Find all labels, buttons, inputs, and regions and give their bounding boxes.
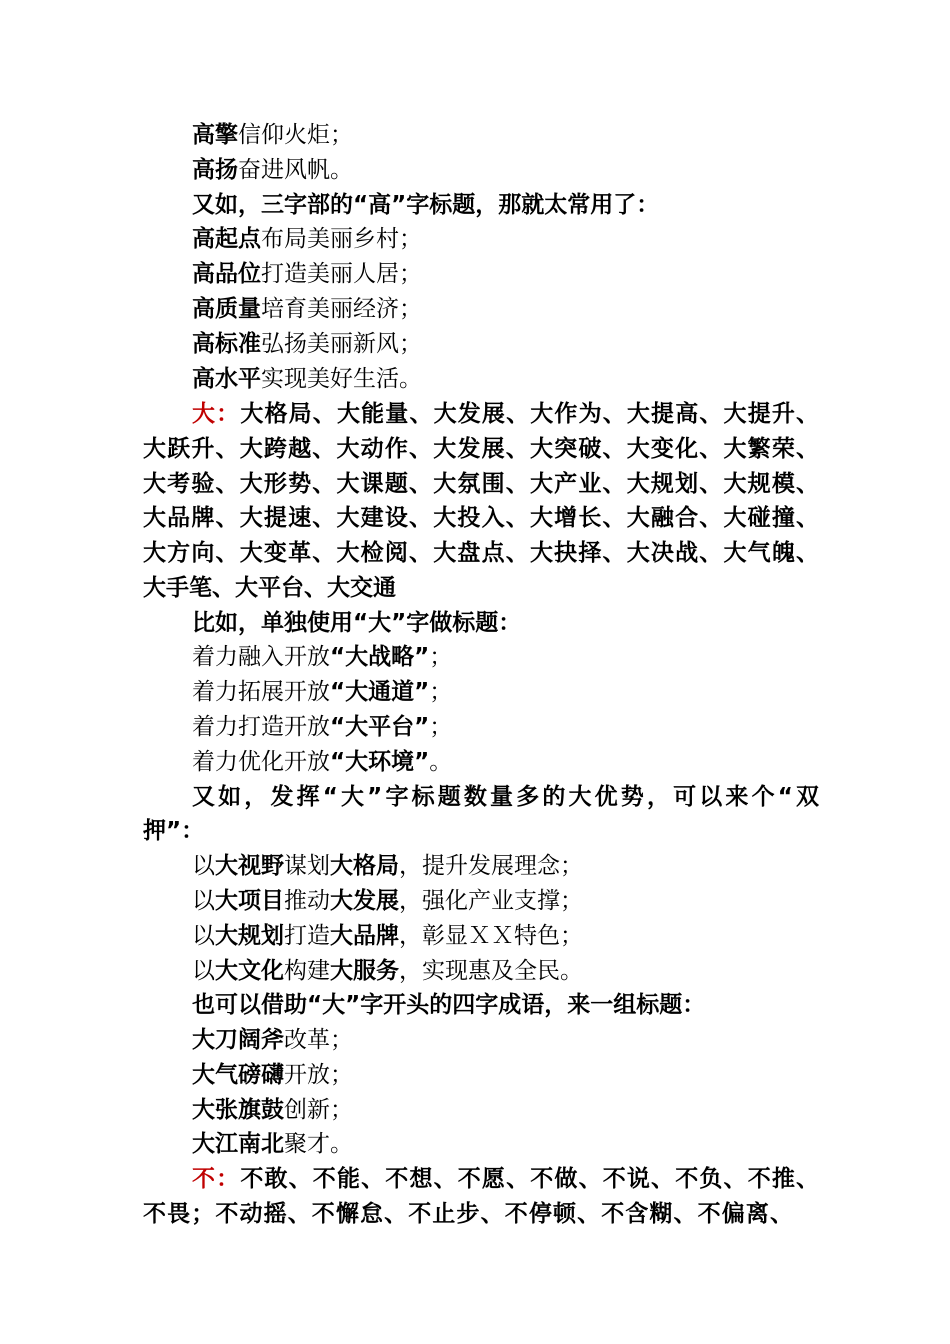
example-keyword: “大通道” <box>330 679 430 705</box>
example-text: ，提升发展理念； <box>399 853 583 879</box>
da-idiom-example <box>192 1127 353 1162</box>
idiom-keyword: 大刀阔斧 <box>192 1027 284 1053</box>
da-idiom-example <box>192 1058 353 1093</box>
da-word-list: 大方向、大变革、大检阅、大盘点、大抉择、大决战、大气魄、 <box>143 540 819 566</box>
da-double-example <box>192 849 583 884</box>
example-text: 以 <box>192 853 215 879</box>
gao-keyword: 高擎 <box>192 122 238 148</box>
gao-keyword: 高水平 <box>192 366 261 392</box>
gao-phrase: 奋进风帆。 <box>238 157 353 183</box>
gao-keyword: 高起点 <box>192 226 261 252</box>
example-keyword: 大格局 <box>330 853 399 879</box>
example-keyword: 大视野 <box>215 853 284 879</box>
example-text: 以 <box>192 958 215 984</box>
example-punct: 。 <box>429 749 453 775</box>
da-single-example <box>192 640 452 675</box>
da-word-list: 大格局、大能量、大发展、大作为、大提高、大提升、 <box>240 401 820 427</box>
idiom-keyword: 大江南北 <box>192 1131 284 1157</box>
idiom-phrase: 创新； <box>284 1097 353 1123</box>
gao-example-line <box>192 362 422 397</box>
da-section-first-line <box>192 397 819 432</box>
da-idiom-intro: 也可以借助“大”字开头的四字成语，来一组标题： <box>192 992 706 1018</box>
da-section-label: 大： <box>192 401 241 427</box>
da-word-list: 大手笔、大平台、大交通 <box>143 575 396 601</box>
idiom-phrase: 改革； <box>284 1027 353 1053</box>
gao-keyword: 高扬 <box>192 157 238 183</box>
example-keyword: 大发展 <box>330 888 399 914</box>
gao-phrase: 实现美好生活。 <box>261 366 422 392</box>
da-double-example <box>192 954 583 989</box>
gao-three-char-intro: 又如，三字部的“高”字标题，那就太常用了： <box>192 192 660 218</box>
example-punct: ； <box>429 679 453 705</box>
gao-keyword: 高质量 <box>192 296 261 322</box>
gao-phrase: 布局美丽乡村； <box>261 226 422 252</box>
example-keyword: 大规划 <box>215 923 284 949</box>
example-punct: ； <box>429 714 453 740</box>
example-keyword: “大战略” <box>330 644 430 670</box>
example-text: 构建 <box>284 958 330 984</box>
gao-phrase: 弘扬美丽新风； <box>261 331 422 357</box>
example-keyword: “大环境” <box>330 749 430 775</box>
da-double-intro: 又如，发挥“大”字标题数量多的大优势，可以来个“双 <box>192 784 819 810</box>
bu-word-list: 不敢、不能、不想、不愿、不做、不说、不负、不推、 <box>240 1166 820 1192</box>
example-text: 谋划 <box>284 853 330 879</box>
example-text: ，强化产业支撑； <box>399 888 583 914</box>
gao-phrase: 打造美丽人居； <box>261 261 422 287</box>
gao-phrase: 信仰火炬； <box>238 122 353 148</box>
da-single-example <box>192 710 452 745</box>
example-prefix: 着力融入开放 <box>192 644 330 670</box>
bu-section-first-line <box>192 1162 819 1197</box>
gao-example-line <box>192 118 353 153</box>
example-keyword: 大品牌 <box>330 923 399 949</box>
da-single-example <box>192 675 452 710</box>
da-word-list: 大考验、大形势、大课题、大氛围、大产业、大规划、大规模、 <box>143 471 819 497</box>
example-keyword: 大服务 <box>330 958 399 984</box>
gao-keyword: 高品位 <box>192 261 261 287</box>
gao-example-line <box>192 222 422 257</box>
da-double-intro-cont: 押”： <box>143 818 205 844</box>
da-word-list: 大品牌、大提速、大建设、大投入、大增长、大融合、大碰撞、 <box>143 505 819 531</box>
example-prefix: 着力拓展开放 <box>192 679 330 705</box>
idiom-phrase: 聚才。 <box>284 1131 353 1157</box>
example-keyword: 大文化 <box>215 958 284 984</box>
da-word-list: 大跃升、大跨越、大动作、大发展、大突破、大变化、大繁荣、 <box>143 436 819 462</box>
bu-section-label: 不： <box>192 1166 241 1192</box>
gao-phrase: 培育美丽经济； <box>261 296 422 322</box>
example-prefix: 着力打造开放 <box>192 714 330 740</box>
idiom-keyword: 大气磅礴 <box>192 1062 284 1088</box>
example-text: 以 <box>192 923 215 949</box>
bu-word-list: 不畏；不动摇、不懈怠、不止步、不停顿、不含糊、不偏离、 <box>143 1201 793 1227</box>
example-text: 打造 <box>284 923 330 949</box>
example-text: 以 <box>192 888 215 914</box>
da-double-example <box>192 884 583 919</box>
example-keyword: 大项目 <box>215 888 284 914</box>
gao-example-line <box>192 327 422 362</box>
da-double-example <box>192 919 583 954</box>
example-text: ，实现惠及全民。 <box>399 958 583 984</box>
example-text: 推动 <box>284 888 330 914</box>
da-idiom-example <box>192 1023 353 1058</box>
gao-example-line <box>192 292 422 327</box>
idiom-keyword: 大张旗鼓 <box>192 1097 284 1123</box>
gao-example-line <box>192 257 422 292</box>
gao-keyword: 高标准 <box>192 331 261 357</box>
da-single-example <box>192 745 452 780</box>
example-keyword: “大平台” <box>330 714 430 740</box>
da-single-intro: 比如，单独使用“大”字做标题： <box>192 610 522 636</box>
da-idiom-example <box>192 1093 353 1128</box>
idiom-phrase: 开放； <box>284 1062 353 1088</box>
example-text: ，彰显ＸＸ特色； <box>399 923 583 949</box>
example-prefix: 着力优化开放 <box>192 749 330 775</box>
example-punct: ； <box>429 644 453 670</box>
gao-example-line <box>192 153 353 188</box>
